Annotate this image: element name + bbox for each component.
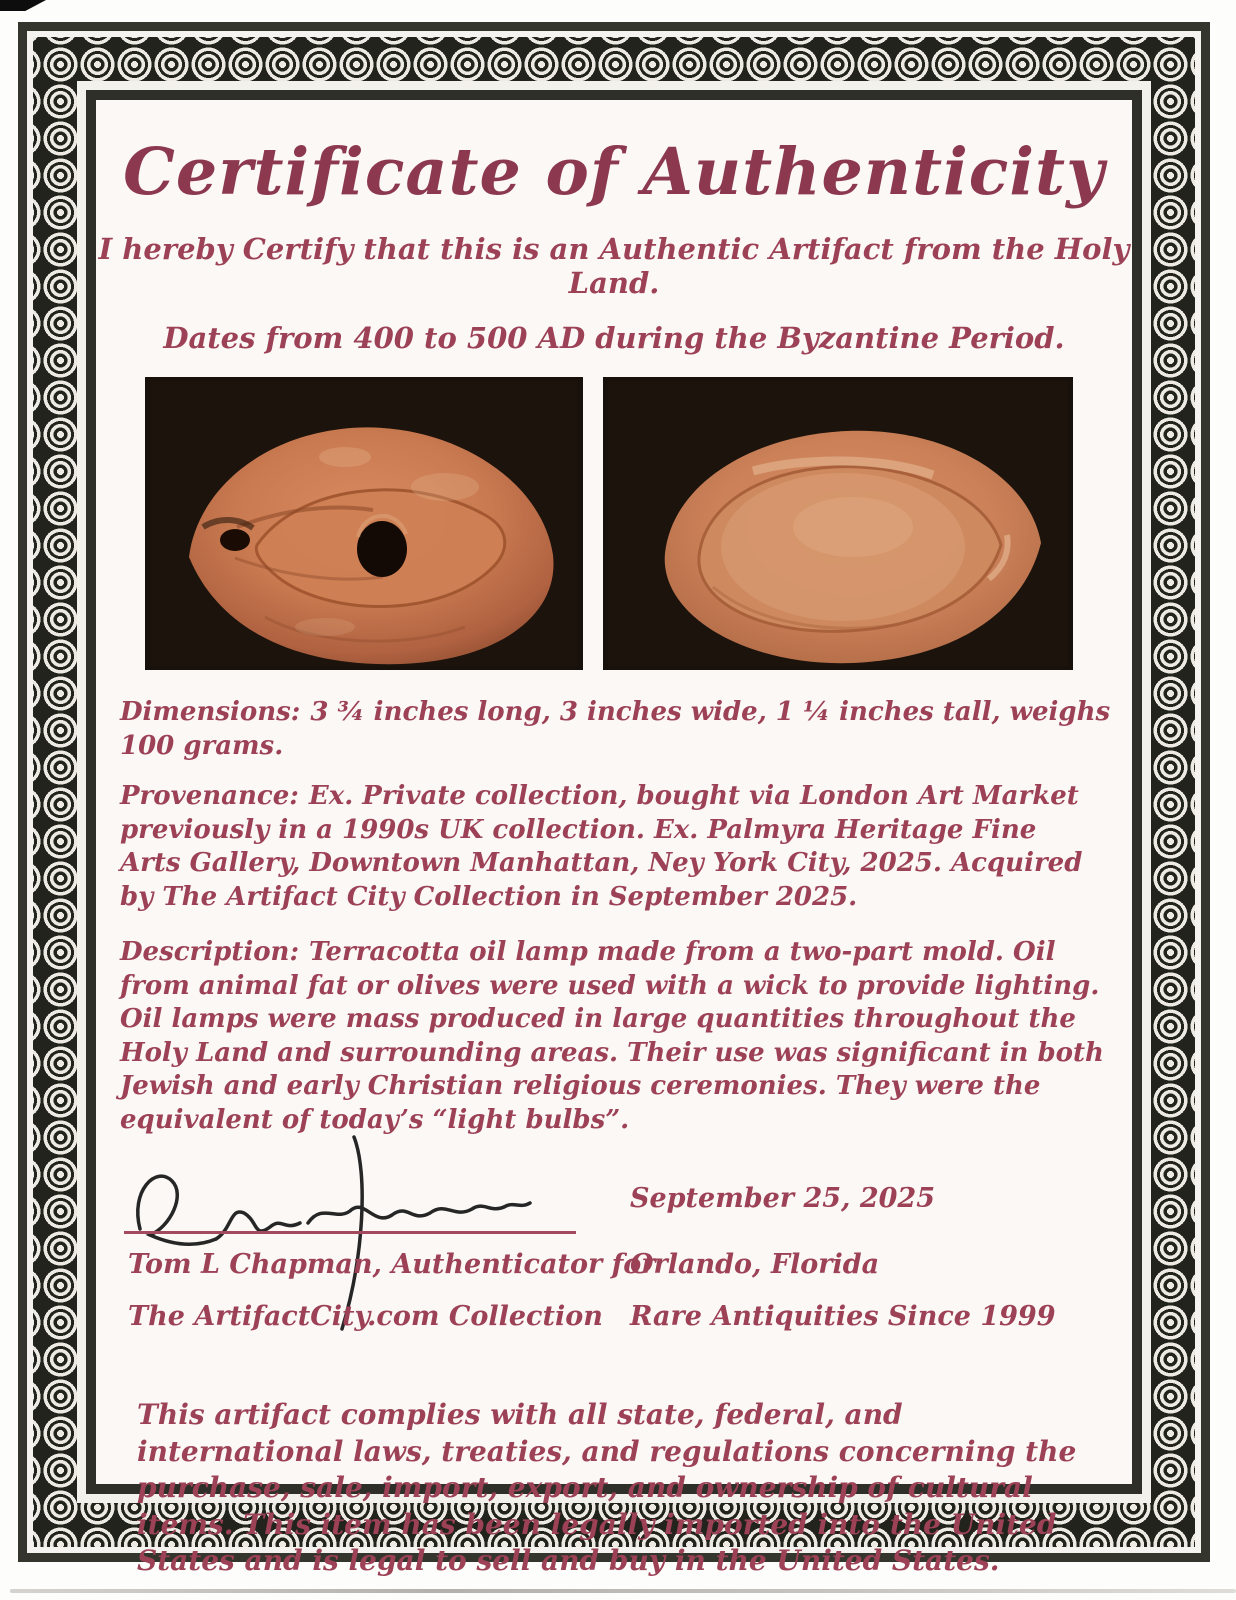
legal-compliance-text: This artifact complies with all state, federal, and international laws, treaties, and regulations concerning the purchase, sale, import, export, and ownership of cultural items. This item has been legally imported into the United States and is legal to sell and buy in the United States.: [137, 1398, 1077, 1577]
dimensions-label: Dimensions:: [120, 697, 301, 727]
signature-block: [96, 1143, 1132, 1355]
company-tagline: Rare Antiquities Since 1999: [630, 1301, 1056, 1332]
lamp-bottom-view-photo: [603, 377, 1073, 670]
scan-artifact-bottom-edge: [10, 1589, 1236, 1593]
signer-name: Tom L Chapman, Authenticator for: [128, 1249, 656, 1280]
dimensions-section: [96, 696, 1132, 763]
certify-statement: I hereby Certify that this is an Authentic Artifact from the Holy Land.: [98, 232, 1130, 300]
signer-organization: The ArtifactCity.com Collection: [128, 1301, 603, 1332]
certificate-inner-frame: [86, 90, 1142, 1577]
provenance-label: Provenance:: [120, 781, 299, 811]
scan-artifact-top-left: [0, 0, 46, 11]
lamp-top-view-photo: [145, 377, 583, 670]
certificate-location: Orlando, Florida: [630, 1249, 880, 1280]
signature-line: [124, 1231, 576, 1234]
dating-statement: Dates from 400 to 500 AD during the Byzantine Period.: [163, 321, 1065, 355]
dimensions-text: 3 ¾ inches long, 3 inches wide, 1 ¼ inches tall, weighs 100 grams.: [120, 697, 1111, 761]
provenance-section: [96, 780, 1105, 914]
description-label: Description:: [120, 937, 300, 967]
certificate-title: Certificate of Authenticity: [123, 134, 1105, 210]
artifact-photos-row: [96, 377, 1132, 670]
provenance-text: Ex. Private collection, bought via London Art Market previously in a 1990s UK collection. Ex. Palmyra Heritage Fine Arts Gallery, Downtown Manhattan, Ney York City, 2025. Acquired by The Artifact City Collection in September 2025.: [120, 781, 1083, 912]
description-text: Terracotta oil lamp made from a two-part mold. Oil from animal fat or olives were used with a wick to provide lighting. Oil lamps were mass produced in large quantities throughout the Holy Land and surrounding areas. Their use was significant in both Jewish and early Christian religious ceremonies. They were the equivalent of today’s “light bulbs”.: [120, 937, 1104, 1135]
certificate-date: September 25, 2025: [630, 1183, 935, 1214]
description-section: [96, 936, 1105, 1137]
